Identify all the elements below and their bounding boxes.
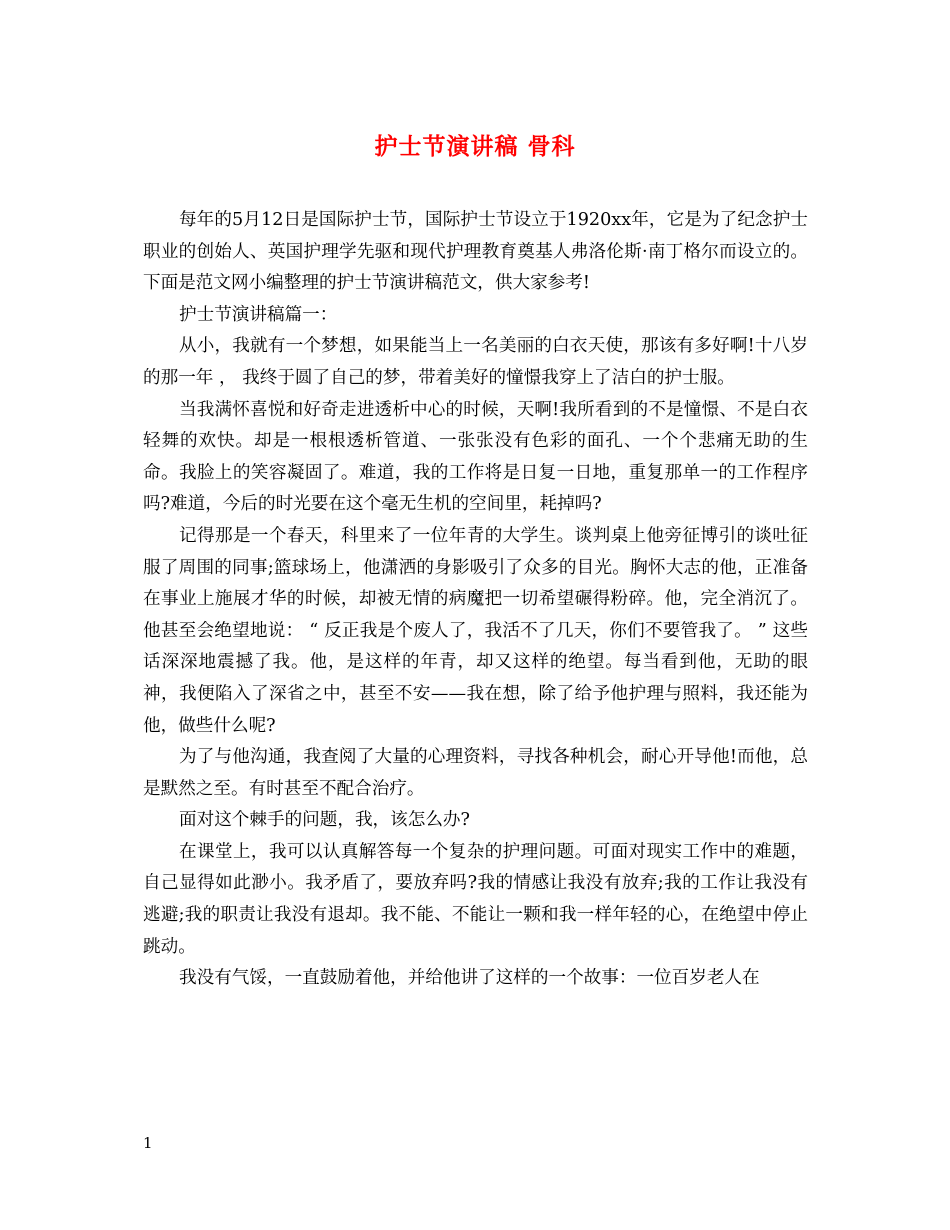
document-body	[143, 205, 808, 995]
paragraph: 从小，我就有一个梦想，如果能当上一名美丽的白衣天使，那该有多好啊!十八岁的那一年 ， 我终于圆了自己的梦，带着美好的憧憬我穿上了洁白的护士服。	[143, 336, 808, 388]
paragraph: 记得那是一个春天，科里来了一位年青的大学生。谈判桌上他旁征博引的谈吐征服了周围的同事;篮球场上，他潇洒的身影吸引了众多的目光。胸怀大志的他，正准备在事业上施展才华的时候，却被无情的病魔把一切希望碾得粉碎。他，完全消沉了。他甚至会绝望地说： “ 反正我是个废人了，我活不了几天，你们不要管我了。 ” 这些话深深地震撼了我。他，是这样的年青，却又这样的绝望。每当看到他，无助的眼神，我便陷入了深省之中，甚至不安——我在想，除了给予他护理与照料，我还能为他，做些什么呢?	[143, 525, 808, 736]
paragraph: 我没有气馁，一直鼓励着他，并给他讲了这样的一个故事：一位百岁老人在	[179, 968, 760, 989]
paragraph: 当我满怀喜悦和好奇走进透析中心的时候，天啊!我所看到的不是憧憬、不是白衣轻舞的欢快。却是一根根透析管道、一张张没有色彩的面孔、一个个悲痛无助的生命。我脸上的笑容凝固了。难道，我的工作将是日复一日地，重复那单一的工作程序吗?难道，今后的时光要在这个毫无生机的空间里，耗掉吗?	[143, 399, 808, 515]
paragraph: 面对这个棘手的问题，我，该怎么办?	[179, 810, 470, 831]
paragraph: 在课堂上，我可以认真解答每一个复杂的护理问题。可面对现实工作中的难题，自己显得如此渺小。我矛盾了，要放弃吗?我的情感让我没有放弃;我的工作让我没有逃避;我的职责让我没有退却。我不能、不能让一颗和我一样年轻的心，在绝望中停止跳动。	[143, 841, 808, 957]
paragraph: 为了与他沟通，我查阅了大量的心理资料，寻找各种机会，耐心开导他!而他，总是默然之至。有时甚至不配合治疗。	[143, 747, 808, 799]
paragraph: 每年的5月12日是国际护士节，国际护士节设立于1920xx年，它是为了纪念护士职业的创始人、英国护理学先驱和现代护理教育奠基人弗洛伦斯·南丁格尔而设立的。下面是范文网小编整理的护士节演讲稿范文，供大家参考!	[143, 210, 808, 294]
page-number: 1	[143, 1134, 153, 1152]
document-title: 护士节演讲稿 骨科	[374, 133, 576, 160]
section-heading: 护士节演讲稿篇一：	[179, 304, 338, 325]
